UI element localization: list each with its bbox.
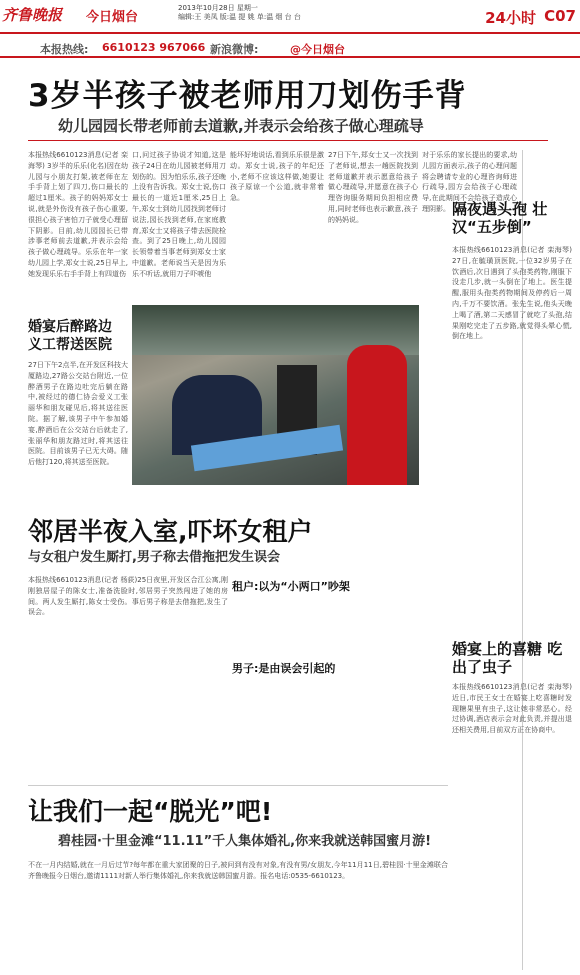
story1-subhead: 幼儿园园长带老师前去道歉,并表示会给孩子做心理疏导 bbox=[58, 117, 424, 135]
story2-subhead: 与女租户发生厮打,男子称去借拖把发生误会 bbox=[28, 550, 280, 565]
sidebar1-headline: 婚宴后醉路边 义工帮送医院 bbox=[28, 319, 112, 353]
sidebar3-headline: 婚宴上的喜糖 吃出了虫子 bbox=[452, 640, 563, 676]
newspaper-logo: 齐鲁晚报 bbox=[2, 6, 63, 24]
sidebar2-headline: 隔夜遇头孢 壮汉“五步倒” bbox=[452, 200, 548, 236]
divider bbox=[28, 140, 548, 141]
sidebar2-body: 本报热线6610123消息(记者 栾海琴) 27日,在毓璜顶医院,一位32岁男子在饮酒后,次日遇到了头孢类药物,刚服下没走几步,就一头倒在了地上。医生提醒,服用头孢类药物期间及停药后一周内,千万不要饮酒。张先生说,他头天晚上喝了酒,第二天感冒了就吃了头孢,结果刚吃完走了五步路,就觉得头晕心慌,倒在地上。 bbox=[452, 246, 572, 341]
story2-body: 本报热线6610123消息(记者 杨荻)25日夜里,开发区合江公寓,刚刚独居屋子的陈女士,准备洗脸时,邻居男子突然闯进了她的房间。两人发生厮打,陈女士受伤。事后男子称是去借拖把,发生了误会。 bbox=[28, 576, 228, 617]
sidebar1-body: 27日下午2点半,在开发区科技大厦路边,27路公交站台附近,一位醉酒男子在路边吐完后躺在路中,被经过的德仁协会爱义工张丽华和朋友碰见后,将其送往医院。据了解,该男子中午参加婚宴,醉酒后在公交站台后就走了,张丽华和朋友路过时,将其送往医院。目前该男子已无大碍。随后他打120,将其送至医院。 bbox=[28, 361, 128, 467]
story1-headline: 3岁半孩子被老师用刀划伤手背 bbox=[28, 78, 467, 114]
story1-column-4: 27日下午,郑女士又一次找到了老师说,想去一趟医院找到老师道歉并表示愿意给孩子做心理疏导,并愿意在孩子心理咨询服务期间负担相应费用,同时老师也表示歉意,孩子的妈妈说。 bbox=[328, 151, 418, 224]
weibo-label: 新浪微博: bbox=[210, 43, 259, 56]
story3-subhead: 碧桂园·十里金滩“11.11”千人集体婚礼,你来我就送韩国蜜月游! bbox=[58, 834, 432, 849]
story3-body: 不在一月内结婚,就在一月后过节?每年都在重大家团聚的日子,被问到有没有对象,有没有男/女朋友,今年11月11日,碧桂园·十里金滩联合齐鲁晚报今日烟台,邀请1111对新人举行集体婚礼,你来我就送韩国蜜月游。报名电话:0535-6610123。 bbox=[28, 861, 448, 880]
section-title: 今日烟台 bbox=[86, 10, 139, 25]
section-24h: 24小时 bbox=[485, 9, 536, 27]
weibo-handle: @今日烟台 bbox=[290, 43, 345, 56]
hotline-label: 本报热线: bbox=[40, 43, 89, 56]
story3-headline: 让我们一起“脱光”吧! bbox=[28, 797, 273, 826]
story2-box2: 男子:是由误会引起的 bbox=[232, 662, 336, 675]
page-number: C07 bbox=[544, 7, 576, 25]
story1-column-3: 能坏好地说话,看到乐乐很是激动。郑女士说,孩子的年纪还小,老师不应该这样做,她要让孩子原谅一个公道,就非常着急。 bbox=[230, 151, 324, 203]
story1-column-1: 本报热线6610123消息(记者 栾海琴) 3岁半的乐乐(化名)因在幼儿园与小朋友打架,被老师在左手手背上划了四刀,伤口最长的超过1厘米。孩子的妈妈郑女士说,就是外伤没有孩子伤心重要,很担心孩子害怕刀子就受心理留下阴影。目前,幼儿园园长已带涉事老师前去道歉,并表示会给孩子做心理疏导。乐乐在年一家幼儿园上学,郑女士说,25日早上,她发现乐乐右手手背上有四道伤 bbox=[28, 151, 128, 278]
masthead bbox=[0, 0, 580, 34]
date-line-2: 编辑:王 美凤 版:温 提 姚 单:温 烟 台 台 bbox=[178, 13, 301, 21]
hotline-numbers: 6610123 967066 bbox=[102, 41, 206, 54]
story2-box1: 租户:以为“小两口”吵架 bbox=[232, 580, 350, 593]
photo-volunteer bbox=[347, 345, 407, 485]
story2-headline: 邻居半夜入室,吓坏女租户 bbox=[28, 517, 313, 546]
news-photo bbox=[132, 305, 419, 485]
dateline bbox=[178, 4, 301, 22]
story1-column-5: 对于乐乐的家长提出的要求,幼儿园方面表示,孩子的心理问题将会聘请专业的心理咨询师进行疏导,园方会给孩子心理疏导,在此期间不会给孩子造成心理阴影。 bbox=[422, 151, 517, 213]
story1-column-2: 口,问过孩子协说才知道,这是孩子24日在幼儿园被老师用刀划伤的。因为怕乐乐,孩子还晚上没有告诉我。郑女士说,伤口最长的一道近1厘米,25日上午,郑女士到幼儿园找到老师讨说法,园长找到老师,在家庭教育,郑女士又将孩子带去医院检查。到了25日晚上,幼儿园园长领带着当事老师到郑女士家中道歉。老师说当天是因为乐乐不听话,就用刀子吓唬他 bbox=[132, 151, 226, 278]
date-line-1: 2013年10月28日 星期一 bbox=[178, 4, 258, 12]
divider bbox=[28, 785, 448, 786]
sidebar3-body: 本报热线6610123消息(记者 栾海琴) 近日,市民王女士在婚宴上吃喜糖时发现糖果里有虫子,这让她非常恶心。经过协调,酒店表示会对此负责,并提出退还相关费用,目前双方正在协商中。 bbox=[452, 683, 572, 735]
hotline-bar bbox=[0, 36, 580, 58]
